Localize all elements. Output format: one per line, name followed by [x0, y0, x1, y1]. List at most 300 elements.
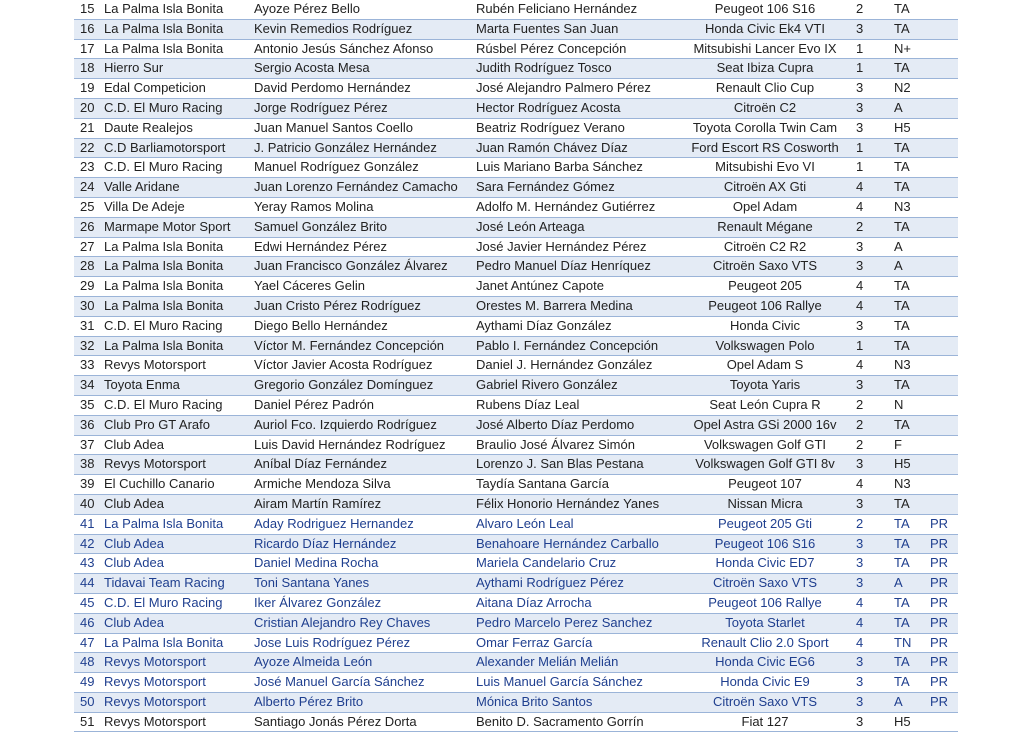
driver-name: Alberto Pérez Brito — [254, 693, 364, 709]
entry-number: 27 — [80, 238, 95, 254]
club-name: Club Adea — [104, 436, 164, 452]
codriver-name: Aitana Díaz Arrocha — [476, 594, 592, 610]
entry-number: 23 — [80, 159, 95, 175]
entry-number: 35 — [80, 396, 95, 412]
entry-number: 22 — [80, 139, 95, 155]
entry-number: 50 — [80, 693, 95, 709]
table-row — [74, 59, 958, 79]
club-name: C.D. El Muro Racing — [104, 594, 223, 610]
entry-number: 51 — [80, 713, 95, 729]
driver-name: Auriol Fco. Izquierdo Rodríguez — [254, 416, 437, 432]
table-row — [74, 495, 958, 515]
club-name: La Palma Isla Bonita — [104, 20, 224, 36]
driver-name: Luis David Hernández Rodríguez — [254, 436, 446, 452]
table-row — [74, 535, 958, 555]
group-number: 2 — [856, 416, 864, 432]
codriver-name: Hector Rodríguez Acosta — [476, 99, 621, 115]
codriver-name: Aythami Díaz González — [476, 317, 612, 333]
driver-name: Aday Rodriguez Hernandez — [254, 515, 414, 531]
group-number: 4 — [856, 179, 864, 195]
entry-number: 16 — [80, 20, 95, 36]
driver-name: Jorge Rodríguez Pérez — [254, 99, 388, 115]
entry-number: 34 — [80, 377, 95, 393]
entry-number: 18 — [80, 60, 95, 76]
driver-name: Cristian Alejandro Rey Chaves — [254, 614, 431, 630]
driver-name: Aníbal Díaz Fernández — [254, 456, 387, 472]
car-model: Toyota Yaris — [729, 377, 801, 393]
table-row — [74, 416, 958, 436]
car-model: Peugeot 106 S16 — [714, 1, 816, 16]
class-code: A — [894, 693, 903, 709]
codriver-name: Lorenzo J. San Blas Pestana — [476, 456, 644, 472]
class-code: TA — [894, 20, 910, 36]
group-number: 3 — [856, 555, 864, 571]
car-model: Peugeot 106 Rallye — [708, 594, 822, 610]
driver-name: Diego Bello Hernández — [254, 317, 388, 333]
pr-flag: PR — [930, 674, 949, 690]
driver-name: Kevin Remedios Rodríguez — [254, 20, 413, 36]
group-number: 3 — [856, 575, 864, 591]
codriver-name: Mónica Brito Santos — [476, 693, 593, 709]
class-code: TA — [894, 654, 910, 670]
car-model: Toyota Corolla Twin Cam — [692, 119, 838, 135]
table-row — [74, 99, 958, 119]
table-row — [74, 218, 958, 238]
class-code: TA — [894, 674, 910, 690]
car-model: Nissan Micra — [727, 495, 803, 511]
group-number: 2 — [856, 218, 864, 234]
car-model: Honda Civic Ek4 VTI — [705, 20, 825, 36]
car-model: Citroën Saxo VTS — [712, 693, 818, 709]
class-code: TA — [894, 159, 910, 175]
codriver-name: Taydía Santana García — [476, 476, 609, 492]
class-code: TA — [894, 614, 910, 630]
pr-flag: PR — [930, 535, 949, 551]
group-number: 2 — [856, 436, 864, 452]
driver-name: José Manuel García Sánchez — [254, 674, 425, 690]
group-number: 1 — [856, 337, 864, 353]
entry-number: 47 — [80, 634, 95, 650]
club-name: Club Adea — [104, 495, 164, 511]
codriver-name: Judith Rodríguez Tosco — [476, 60, 612, 76]
class-code: A — [894, 258, 903, 274]
table-row — [74, 337, 958, 357]
driver-name: Daniel Medina Rocha — [254, 555, 379, 571]
club-name: La Palma Isla Bonita — [104, 258, 224, 274]
car-model: Citroën C2 R2 — [723, 238, 807, 254]
car-model: Fiat 127 — [741, 713, 789, 729]
group-number: 3 — [856, 674, 864, 690]
driver-name: Víctor Javier Acosta Rodríguez — [254, 357, 433, 373]
table-row — [74, 317, 958, 337]
codriver-name: Rúsbel Pérez Concepción — [476, 40, 627, 56]
pr-flag: PR — [930, 614, 949, 630]
codriver-name: Alexander Melián Melián — [476, 654, 619, 670]
club-name: La Palma Isla Bonita — [104, 1, 224, 16]
driver-name: Ayoze Almeida León — [254, 654, 373, 670]
group-number: 4 — [856, 278, 864, 294]
driver-name: Ricardo Díaz Hernández — [254, 535, 397, 551]
class-code: N+ — [894, 40, 911, 56]
table-row — [74, 158, 958, 178]
club-name: Daute Realejos — [104, 119, 193, 135]
table-row — [74, 614, 958, 634]
car-model: Mitsubishi Evo VI — [715, 159, 815, 175]
group-number: 3 — [856, 654, 864, 670]
entry-number: 44 — [80, 575, 95, 591]
codriver-name: Pedro Manuel Díaz Henríquez — [476, 258, 651, 274]
group-number: 2 — [856, 1, 864, 16]
class-code: A — [894, 238, 903, 254]
class-code: N2 — [894, 80, 911, 96]
entry-number: 49 — [80, 674, 95, 690]
table-row — [74, 178, 958, 198]
codriver-name: Pablo I. Fernández Concepción — [476, 337, 659, 353]
car-model: Volkswagen Golf GTI 8v — [695, 456, 835, 472]
codriver-name: Pedro Marcelo Perez Sanchez — [476, 614, 653, 630]
entry-number: 42 — [80, 535, 95, 551]
table-row — [74, 79, 958, 99]
club-name: Valle Aridane — [104, 179, 180, 195]
pr-flag: PR — [930, 555, 949, 571]
car-model: Volkswagen Polo — [715, 337, 815, 353]
club-name: C.D. El Muro Racing — [104, 99, 223, 115]
pr-flag: PR — [930, 594, 949, 610]
club-name: Club Adea — [104, 535, 164, 551]
group-number: 4 — [856, 634, 864, 650]
table-row — [74, 515, 958, 535]
pr-flag: PR — [930, 515, 949, 531]
entry-number: 33 — [80, 357, 95, 373]
group-number: 3 — [856, 99, 864, 115]
class-code: TA — [894, 218, 910, 234]
codriver-name: Adolfo M. Hernández Gutiérrez — [476, 198, 656, 214]
club-name: Toyota Enma — [104, 377, 180, 393]
driver-name: Yeray Ramos Molina — [254, 198, 374, 214]
group-number: 3 — [856, 80, 864, 96]
class-code: A — [894, 575, 903, 591]
car-model: Opel Astra GSi 2000 16v — [693, 416, 837, 432]
driver-name: Antonio Jesús Sánchez Afonso — [254, 40, 434, 56]
club-name: Marmape Motor Sport — [104, 218, 231, 234]
codriver-name: José Javier Hernández Pérez — [476, 238, 647, 254]
club-name: La Palma Isla Bonita — [104, 238, 224, 254]
table-row — [74, 20, 958, 40]
club-name: C.D. El Muro Racing — [104, 159, 223, 175]
driver-name: Juan Lorenzo Fernández Camacho — [254, 179, 458, 195]
club-name: La Palma Isla Bonita — [104, 297, 224, 313]
table-row — [74, 297, 958, 317]
entry-number: 17 — [80, 40, 95, 56]
class-code: H5 — [894, 456, 911, 472]
car-model: Renault Clio Cup — [715, 80, 815, 96]
club-name: Hierro Sur — [104, 60, 164, 76]
class-code: N — [894, 396, 904, 412]
codriver-name: José Alberto Díaz Perdomo — [476, 416, 635, 432]
car-model: Citroën Saxo VTS — [712, 258, 818, 274]
club-name: Revys Motorsport — [104, 713, 206, 729]
driver-name: Daniel Pérez Padrón — [254, 396, 374, 412]
entry-number: 36 — [80, 416, 95, 432]
class-code: F — [894, 436, 902, 452]
group-number: 3 — [856, 456, 864, 472]
car-model: Toyota Starlet — [725, 614, 805, 630]
entry-number: 43 — [80, 555, 95, 571]
codriver-name: Alvaro León Leal — [476, 515, 574, 531]
entry-number: 39 — [80, 476, 95, 492]
entry-number: 29 — [80, 278, 95, 294]
car-model: Ford Escort RS Cosworth — [691, 139, 839, 155]
group-number: 3 — [856, 377, 864, 393]
table-row — [74, 0, 958, 20]
class-code: N3 — [894, 476, 911, 492]
group-number: 3 — [856, 713, 864, 729]
driver-name: Toni Santana Yanes — [254, 575, 370, 591]
group-number: 4 — [856, 357, 864, 373]
codriver-name: Rubén Feliciano Hernández — [476, 1, 638, 16]
table-row — [74, 693, 958, 713]
car-model: Opel Adam S — [726, 357, 804, 373]
codriver-name: Juan Ramón Chávez Díaz — [476, 139, 628, 155]
club-name: La Palma Isla Bonita — [104, 278, 224, 294]
class-code: TA — [894, 60, 910, 76]
codriver-name: Mariela Candelario Cruz — [476, 555, 617, 571]
driver-name: David Perdomo Hernández — [254, 80, 411, 96]
class-code: TA — [894, 515, 910, 531]
driver-name: J. Patricio González Hernández — [254, 139, 437, 155]
club-name: Revys Motorsport — [104, 456, 206, 472]
table-row — [74, 455, 958, 475]
driver-name: Yael Cáceres Gelin — [254, 278, 366, 294]
group-number: 3 — [856, 317, 864, 333]
codriver-name: José León Arteaga — [476, 218, 585, 234]
car-model: Honda Civic ED7 — [715, 555, 815, 571]
table-row — [74, 396, 958, 416]
entry-number: 21 — [80, 119, 95, 135]
entry-number: 38 — [80, 456, 95, 472]
car-model: Honda Civic E9 — [720, 674, 810, 690]
class-code: H5 — [894, 119, 911, 135]
group-number: 1 — [856, 40, 864, 56]
club-name: Revys Motorsport — [104, 674, 206, 690]
group-number: 4 — [856, 594, 864, 610]
group-number: 3 — [856, 693, 864, 709]
group-number: 2 — [856, 515, 864, 531]
codriver-name: Braulio José Álvarez Simón — [476, 436, 635, 452]
class-code: TA — [894, 416, 910, 432]
car-model: Citroën Saxo VTS — [712, 575, 818, 591]
entry-number: 24 — [80, 179, 95, 195]
table-row — [74, 139, 958, 159]
codriver-name: Beatriz Rodríguez Verano — [476, 119, 625, 135]
club-name: Club Pro GT Arafo — [104, 416, 210, 432]
group-number: 3 — [856, 495, 864, 511]
class-code: TA — [894, 495, 910, 511]
entry-number: 41 — [80, 515, 95, 531]
car-model: Peugeot 205 Gti — [718, 515, 812, 531]
group-number: 3 — [856, 258, 864, 274]
class-code: TN — [894, 634, 912, 650]
entry-number: 31 — [80, 317, 95, 333]
club-name: Revys Motorsport — [104, 693, 206, 709]
entry-number: 15 — [80, 1, 95, 16]
club-name: Tidavai Team Racing — [104, 575, 225, 591]
class-code: TA — [894, 297, 910, 313]
table-row — [74, 574, 958, 594]
entry-number: 40 — [80, 495, 95, 511]
club-name: La Palma Isla Bonita — [104, 634, 224, 650]
class-code: TA — [894, 1, 910, 16]
car-model: Renault Mégane — [717, 218, 813, 234]
entry-number: 48 — [80, 654, 95, 670]
class-code: TA — [894, 337, 910, 353]
car-model: Citroën C2 — [733, 99, 797, 115]
club-name: La Palma Isla Bonita — [104, 515, 224, 531]
table-row — [74, 356, 958, 376]
car-model: Citroën AX Gti — [723, 179, 807, 195]
club-name: La Palma Isla Bonita — [104, 337, 224, 353]
driver-name: Juan Cristo Pérez Rodríguez — [254, 297, 421, 313]
entry-number: 28 — [80, 258, 95, 274]
codriver-name: Aythami Rodríguez Pérez — [476, 575, 624, 591]
driver-name: Edwi Hernández Pérez — [254, 238, 387, 254]
group-number: 1 — [856, 60, 864, 76]
entry-list-table — [74, 0, 958, 732]
pr-flag: PR — [930, 634, 949, 650]
driver-name: Gregorio González Domínguez — [254, 377, 434, 393]
class-code: TA — [894, 139, 910, 155]
class-code: H5 — [894, 713, 911, 729]
table-row — [74, 119, 958, 139]
pr-flag: PR — [930, 693, 949, 709]
group-number: 1 — [856, 139, 864, 155]
table-row — [74, 198, 958, 218]
group-number: 2 — [856, 396, 864, 412]
car-model: Honda Civic EG6 — [715, 654, 815, 670]
codriver-name: Sara Fernández Gómez — [476, 179, 615, 195]
club-name: Villa De Adeje — [104, 198, 185, 214]
class-code: TA — [894, 377, 910, 393]
group-number: 4 — [856, 198, 864, 214]
class-code: N3 — [894, 198, 911, 214]
codriver-name: Marta Fuentes San Juan — [476, 20, 619, 36]
group-number: 3 — [856, 119, 864, 135]
driver-name: Armiche Mendoza Silva — [254, 476, 391, 492]
table-row — [74, 594, 958, 614]
class-code: TA — [894, 179, 910, 195]
car-model: Peugeot 106 S16 — [714, 535, 816, 551]
group-number: 1 — [856, 159, 864, 175]
class-code: TA — [894, 535, 910, 551]
entry-number: 19 — [80, 80, 95, 96]
codriver-name: Luis Manuel García Sánchez — [476, 674, 643, 690]
driver-name: Airam Martín Ramírez — [254, 495, 382, 511]
table-row — [74, 436, 958, 456]
table-row — [74, 475, 958, 495]
club-name: C.D. El Muro Racing — [104, 396, 223, 412]
club-name: Edal Competicion — [104, 80, 206, 96]
entry-number: 25 — [80, 198, 95, 214]
driver-name: Manuel Rodríguez González — [254, 159, 419, 175]
driver-name: Jose Luis Rodríguez Pérez — [254, 634, 411, 650]
codriver-name: Benahoare Hernández Carballo — [476, 535, 659, 551]
driver-name: Santiago Jonás Pérez Dorta — [254, 713, 417, 729]
club-name: Club Adea — [104, 614, 164, 630]
driver-name: Juan Francisco González Álvarez — [254, 258, 448, 274]
entry-number: 37 — [80, 436, 95, 452]
club-name: Club Adea — [104, 555, 164, 571]
club-name: La Palma Isla Bonita — [104, 40, 224, 56]
class-code: N3 — [894, 357, 911, 373]
driver-name: Samuel González Brito — [254, 218, 387, 234]
codriver-name: José Alejandro Palmero Pérez — [476, 80, 651, 96]
table-row — [74, 653, 958, 673]
car-model: Peugeot 106 Rallye — [708, 297, 822, 313]
codriver-name: Daniel J. Hernández González — [476, 357, 653, 373]
club-name: Revys Motorsport — [104, 357, 206, 373]
group-number: 4 — [856, 614, 864, 630]
car-model: Mitsubishi Lancer Evo IX — [693, 40, 837, 56]
entry-number: 45 — [80, 594, 95, 610]
driver-name: Sergio Acosta Mesa — [254, 60, 370, 76]
class-code: TA — [894, 278, 910, 294]
club-name: C.D. El Muro Racing — [104, 317, 223, 333]
car-model: Honda Civic — [729, 317, 801, 333]
class-code: TA — [894, 594, 910, 610]
driver-name: Juan Manuel Santos Coello — [254, 119, 413, 135]
codriver-name: Félix Honorio Hernández Yanes — [476, 495, 660, 511]
table-row — [74, 634, 958, 654]
club-name: C.D Barliamotorsport — [104, 139, 226, 155]
driver-name: Ayoze Pérez Bello — [254, 1, 360, 16]
driver-name: Víctor M. Fernández Concepción — [254, 337, 445, 353]
table-row — [74, 554, 958, 574]
table-row — [74, 713, 958, 732]
entry-number: 30 — [80, 297, 95, 313]
club-name: Revys Motorsport — [104, 654, 206, 670]
group-number: 4 — [856, 476, 864, 492]
table-row — [74, 376, 958, 396]
codriver-name: Orestes M. Barrera Medina — [476, 297, 633, 313]
table-row — [74, 40, 958, 60]
table-row — [74, 238, 958, 258]
codriver-name: Luis Mariano Barba Sánchez — [476, 159, 643, 175]
class-code: A — [894, 99, 903, 115]
car-model: Peugeot 205 — [728, 278, 802, 294]
class-code: TA — [894, 317, 910, 333]
pr-flag: PR — [930, 575, 949, 591]
table-row — [74, 257, 958, 277]
codriver-name: Omar Ferraz García — [476, 634, 593, 650]
car-model: Opel Adam — [732, 198, 798, 214]
table-row — [74, 277, 958, 297]
group-number: 3 — [856, 238, 864, 254]
codriver-name: Benito D. Sacramento Gorrín — [476, 713, 644, 729]
codriver-name: Rubens Díaz Leal — [476, 396, 580, 412]
entry-number: 46 — [80, 614, 95, 630]
codriver-name: Gabriel Rivero González — [476, 377, 618, 393]
group-number: 3 — [856, 20, 864, 36]
entry-number: 20 — [80, 99, 95, 115]
pr-flag: PR — [930, 654, 949, 670]
car-model: Peugeot 107 — [728, 476, 802, 492]
group-number: 4 — [856, 297, 864, 313]
driver-name: Iker Álvarez González — [254, 594, 382, 610]
table-row — [74, 673, 958, 693]
club-name: El Cuchillo Canario — [104, 476, 215, 492]
entry-number: 32 — [80, 337, 95, 353]
group-number: 3 — [856, 535, 864, 551]
